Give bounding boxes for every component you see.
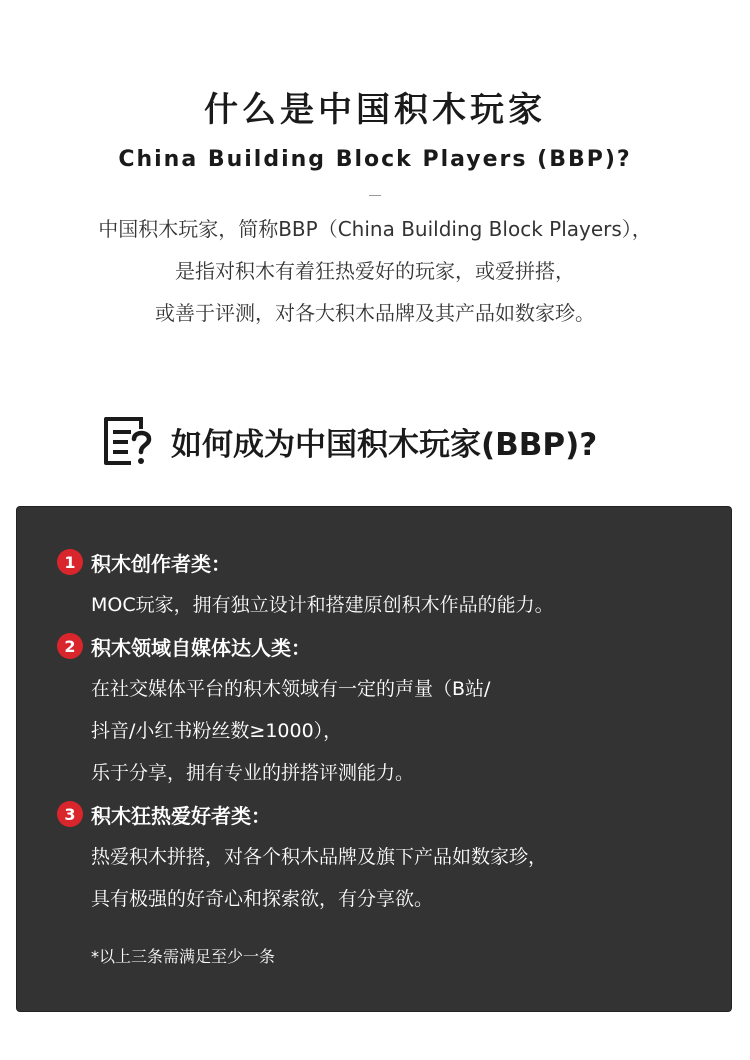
- intro-line: 中国积木玩家，简称BBP（China Building Block Players），: [98, 217, 652, 241]
- category-description: 在社交媒体平台的积木领域有一定的声量（B站/: [91, 678, 491, 700]
- category-influencer: [57, 632, 311, 660]
- criteria-card: [16, 506, 732, 1012]
- category-title: 积木领域自媒体达人类：: [91, 635, 311, 660]
- section-heading-text: 如何成为中国积木玩家(BBP)?: [171, 426, 598, 463]
- page-title: 什么是中国积木玩家: [204, 90, 546, 130]
- category-description: 热爱积木拼搭，对各个积木品牌及旗下产品如数家珍，: [91, 846, 548, 868]
- category-creator: [57, 548, 231, 576]
- number-badge: 2: [57, 633, 83, 659]
- footnote: *以上三条需满足至少一条: [91, 947, 276, 966]
- intro-line: 是指对积木有着狂热爱好的玩家，或爱拼搭，: [175, 259, 575, 283]
- category-description: 具有极强的好奇心和探索欲，有分享欲。: [91, 888, 434, 910]
- section-heading: [101, 413, 597, 469]
- category-description: 乐于分享，拥有专业的拼搭评测能力。: [91, 762, 415, 784]
- divider: [369, 195, 381, 196]
- intro-line: 或善于评测，对各大积木品牌及其产品如数家珍。: [155, 301, 595, 325]
- number-badge: 1: [57, 549, 83, 575]
- category-description: 抖音/小红书粉丝数≥1000），: [91, 720, 343, 742]
- page-subtitle: China Building Block Players (BBP)?: [118, 147, 632, 172]
- intro-paragraph: [0, 208, 750, 334]
- category-description: MOC玩家，拥有独立设计和搭建原创积木作品的能力。: [91, 594, 554, 616]
- category-title: 积木创作者类：: [91, 551, 231, 576]
- category-enthusiast: [57, 800, 271, 828]
- document-question-icon: [101, 415, 153, 467]
- number-badge: 3: [57, 801, 83, 827]
- category-title: 积木狂热爱好者类：: [91, 803, 271, 828]
